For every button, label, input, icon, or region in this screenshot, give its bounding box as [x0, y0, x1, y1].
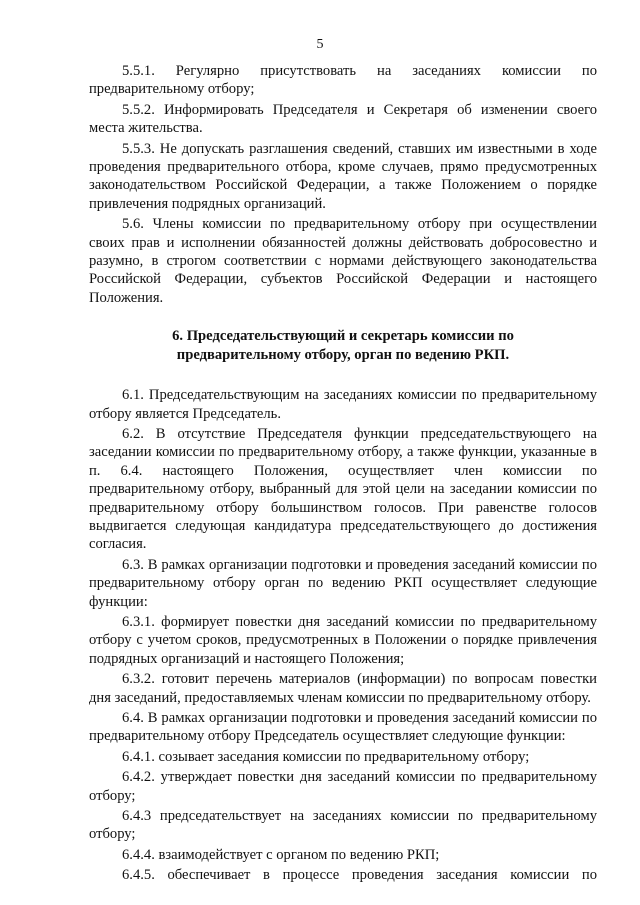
section-heading-line-1: 6. Председательствующий и секретарь комиссии по: [172, 328, 514, 345]
section-heading: [89, 327, 597, 364]
paragraph-6-4-2: 6.4.2. утверждает повестки дня заседаний комиссии по предварительному отбору;: [89, 769, 597, 804]
paragraph-5-5-2: 5.5.2. Информировать Председателя и Секретаря об изменении своего места жительства.: [89, 101, 597, 137]
paragraph-6-4-3: 6.4.3 председательствует на заседаниях комиссии по предварительному отбору;: [89, 808, 597, 843]
paragraph-6-3-2: 6.3.2. готовит перечень материалов (информации) по вопросам повестки дня заседаний, предоставляемых членам комиссии по предварительному отбору.: [89, 671, 597, 706]
paragraph-6-4-4: 6.4.4. взаимодействует с органом по ведению РКП;: [122, 846, 440, 863]
section-heading-line-2: предварительному отбору, орган по ведению РКП.: [176, 346, 510, 363]
paragraph-5-5-1: 5.5.1. Регулярно присутствовать на заседаниях комиссии по предварительному отбору;: [89, 63, 597, 98]
paragraph-6-3: 6.3. В рамках организации подготовки и проведения заседаний комиссии по предварительному отбору орган по ведению РКП осуществляет следующие функции:: [89, 556, 597, 610]
paragraph-6-3-1: 6.3.1. формирует повестки дня заседаний комиссии по предварительному отбору с учетом сроков, предусмотренных в Положении о порядке привлечения подрядных организаций и настоящего Положения;: [89, 613, 597, 667]
paragraph-6-4-5: 6.4.5. обеспечивает в процессе проведения заседания комиссии по: [122, 867, 597, 884]
paragraph-5-6: 5.6. Члены комиссии по предварительному отбору при осуществлении своих прав и исполнении обязанностей должны действовать добросовестно и разумно, в строгом соответствии с нормами действующего законодательства Российской Федерации, субъектов Российской Федерации и настоящего Положения.: [89, 216, 597, 306]
paragraph-6-4: 6.4. В рамках организации подготовки и проведения заседаний комиссии по предварительному отбору Председатель осуществляет следующие функции:: [89, 710, 597, 745]
paragraph-5-5-3: 5.5.3. Не допускать разглашения сведений, ставших им известными в ходе проведения предварительного отбора, кроме случаев, прямо предусмотренных законодательством Российской Федерации, а также Положением о порядке привлечения подрядных организаций.: [89, 140, 597, 212]
page-number: 5: [316, 37, 324, 52]
paragraph-6-1: 6.1. Председательствующим на заседаниях комиссии по предварительному отбору является Председатель.: [89, 387, 597, 422]
paragraph-6-2: 6.2. В отсутствие Председателя функции председательствующего на заседании комиссии по предварительному отбору, а также функции, указанные в п. 6.4. настоящего Положения, осуществляет член комиссии по предварительному отбору, выбранный для этой цели на заседании комиссии по предварительному отбору большинством голосов. При равенстве голосов выдвигается следующая кандидатура председательствующего до достижения согласия.: [89, 425, 597, 553]
document-body: [89, 62, 597, 885]
paragraph-6-4-1: 6.4.1. созывает заседания комиссии по предварительному отбору;: [122, 748, 530, 765]
